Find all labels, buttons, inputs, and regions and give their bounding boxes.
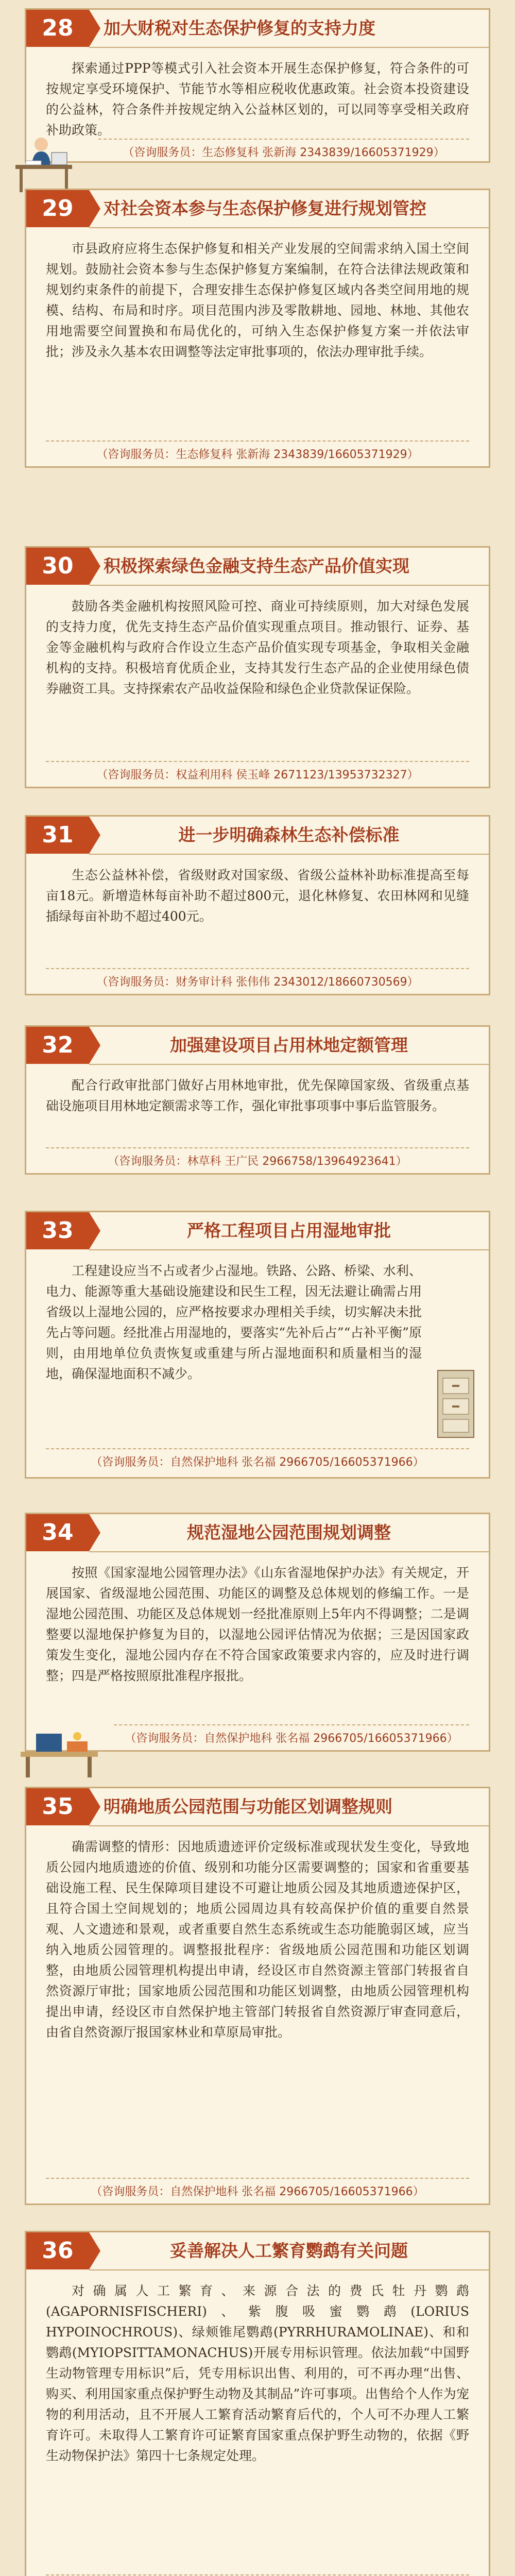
section-title: 规范湿地公园范围规划调整 <box>187 1522 391 1543</box>
desk-worker-illustration <box>5 129 77 196</box>
section-number: 35 <box>26 1788 89 1825</box>
policy-card <box>25 815 490 995</box>
consult-contact: （咨询服务员：权益利用科 侯玉峰 2671123/13953732327） <box>46 761 469 785</box>
section-number: 28 <box>26 10 89 47</box>
consult-contact: （咨询服务员：生态修复科 张新海 2343839/16605371929） <box>98 139 469 162</box>
consult-contact: （咨询服务员：自然保护地科 张名福 2966705/16605371966） <box>114 1724 469 1748</box>
consult-contact: （咨询服务员：生态修复科 张新海 2343839/16605371929） <box>46 440 469 464</box>
section-number: 34 <box>26 1514 89 1551</box>
section-body: 配合行政审批部门做好占用林地审批，优先保障国家级、省级重点基础设施项目用林地定额需求等工作，强化审批事项事中事后监管服务。 <box>46 1078 469 1113</box>
office-desk-illustration <box>15 1721 103 1783</box>
section-number: 33 <box>26 1212 89 1249</box>
filing-cabinet-illustration <box>427 1360 484 1443</box>
consult-contact: （咨询服务员：自然保护地科 张名福 2966705/16605371966） <box>46 1448 469 1472</box>
section-title: 严格工程项目占用湿地审批 <box>187 1221 391 1241</box>
policy-card <box>25 1513 490 1752</box>
section-body: 按照《国家湿地公园管理办法》《山东省湿地保护办法》有关规定，开展国家、省级湿地公园范围、功能区的调整及总体规划的修编工作。一是湿地公园范围、功能区及总体规划一经批准原则上5年内不得调整；二是调整要以湿地保护修复为目的，以湿地公园评估情况为依据；三是因国家政策发生变化，湿地公园内存在不符合国家政策要求内容的，应及时进行调整；四是严格按照原批准程序报批。 <box>46 1565 469 1683</box>
section-body: 鼓励各类金融机构按照风险可控、商业可持续原则，加大对绿色发展的支持力度，优先支持生态产品价值实现重点项目。推动银行、证券、基金等金融机构与政府合作设立生态产品价值实现专项基金，争取相关金融机构的支持。积极培育优质企业，支持其发行生态产品的企业使用绿色债券融资工具。支持探索农产品收益保险和绿色企业贷款保证保险。 <box>46 599 469 696</box>
policy-card <box>25 1025 490 1175</box>
policy-card <box>25 1211 490 1479</box>
section-body: 生态公益林补偿，省级财政对国家级、省级公益林补助标准提高至每亩18元。新增造林每亩补助不超过800元，退化林修复、农田林网和见缝插绿每亩补助不超过400元。 <box>46 868 469 924</box>
section-body: 探索通过PPP等模式引入社会资本开展生态保护修复，符合条件的可按规定享受环境保护、节能节水等相应税收优惠政策。社会资本投资建设的公益林，符合条件并按规定纳入公益林区划的，可以同等享受相关政府补助政策。 <box>46 61 469 138</box>
section-number: 31 <box>26 817 89 854</box>
consult-contact: （咨询服务员：林草科 王广民 2966758/13964923641） <box>46 1147 469 1171</box>
section-number: 32 <box>26 1027 89 1064</box>
policy-card <box>25 1787 490 2205</box>
section-title: 明确地质公园范围与功能区划调整规则 <box>104 1797 392 1817</box>
consult-contact: （咨询服务员：自然保护地科 张名福 2966705/16605371966） <box>46 2178 469 2201</box>
policy-card <box>25 546 490 788</box>
section-body: 确需调整的情形：因地质遗迹评价定级标准或现状发生变化，导致地质公园内地质遗迹的价值、级别和功能分区需要调整的；国家和省重要基础设施工程、民生保障项目建设不可避让地质公园及其地质遗迹保护区，且符合国土空间规划的；地质公园周边具有较高保护价值的重要自然景观、人文遗迹和景观，或者重要自然生态系统或生态功能脆弱区域，应当纳入地质公园管理的。调整报批程序：省级地质公园范围和功能区划调整，由地质公园管理机构提出申请，经设区市自然资源主管部门转报省自然资源厅审批；国家地质公园范围和功能区划调整，由地质公园管理机构提出申请，经设区市自然保护地主管部门转报省自然资源厅审查同意后，由省自然资源厅报国家林业和草原局审批。 <box>46 1839 469 2040</box>
section-title: 进一步明确森林生态补偿标准 <box>178 825 400 845</box>
section-number: 29 <box>26 190 89 227</box>
section-title: 妥善解决人工繁育鹦鹉有关问题 <box>170 2241 408 2261</box>
policy-card <box>25 2231 490 2576</box>
policy-card <box>25 8 490 163</box>
section-body: 对确属人工繁育、来源合法的费氏牡丹鹦鹉(AGAPORNISFISCHERI)、紫腹吸蜜鹦鹉(LORIUS HYPOINOCHROUS)、绿颊锥尾鹦鹉(PYRRHURAMOLINAE)、和和鹦鹉(MYIOPSITTAMONACHUS)开展专用标识管理。依法加载“中国野生动物管理专用标识”后，凭专用标识出售、利用的，可不再办理“出售、购买、利用国家重点保护野生动物及其制品”许可事项。出售给个人作为宠物的利用活动，且不开展人工繁育活动繁育后代的，个人可不办理人工繁育许可。未取得人工繁育许可证繁育国家重点保护野生动物的，依据《野生动物保护法》第四十七条规定处理。 <box>46 2283 469 2463</box>
section-body: 市县政府应将生态保护修复和相关产业发展的空间需求纳入国土空间规划。鼓励社会资本参与生态保护修复方案编制，在符合法律法规政策和规划约束条件的前提下，合理安排生态保护修复区域内各类空间用地的规模、结构、布局和时序。项目范围内涉及零散耕地、园地、林地、其他农用地需要空间置换和布局优化的，可纳入生态保护修复方案一并依法审批；涉及永久基本农田调整等法定审批事项的，依法办理审批手续。 <box>46 241 469 359</box>
section-title: 对社会资本参与生态保护修复进行规划管控 <box>104 198 426 218</box>
section-number: 36 <box>26 2232 89 2269</box>
consult-contact: （咨询服务员：财务审计科 张伟伟 2343012/18660730569） <box>46 968 469 992</box>
section-number: 30 <box>26 548 89 585</box>
section-title: 加强建设项目占用林地定额管理 <box>170 1035 408 1055</box>
section-title: 积极探索绿色金融支持生态产品价值实现 <box>104 556 409 576</box>
policy-card <box>25 189 490 468</box>
section-body: 工程建设应当不占或者少占湿地。铁路、公路、桥梁、水利、电力、能源等重大基础设施建设和民生工程，因无法避让确需占用省级以上湿地公园的，应严格按要求办理相关手续，切实解决未批先占等问题。经批准占用湿地的，要落实“先补后占”“占补平衡”原则，由用地单位负责恢复或重建与所占湿地面积和质量相当的湿地，确保湿地面积不减少。 <box>46 1263 422 1381</box>
section-title: 加大财税对生态保护修复的支持力度 <box>104 18 375 38</box>
